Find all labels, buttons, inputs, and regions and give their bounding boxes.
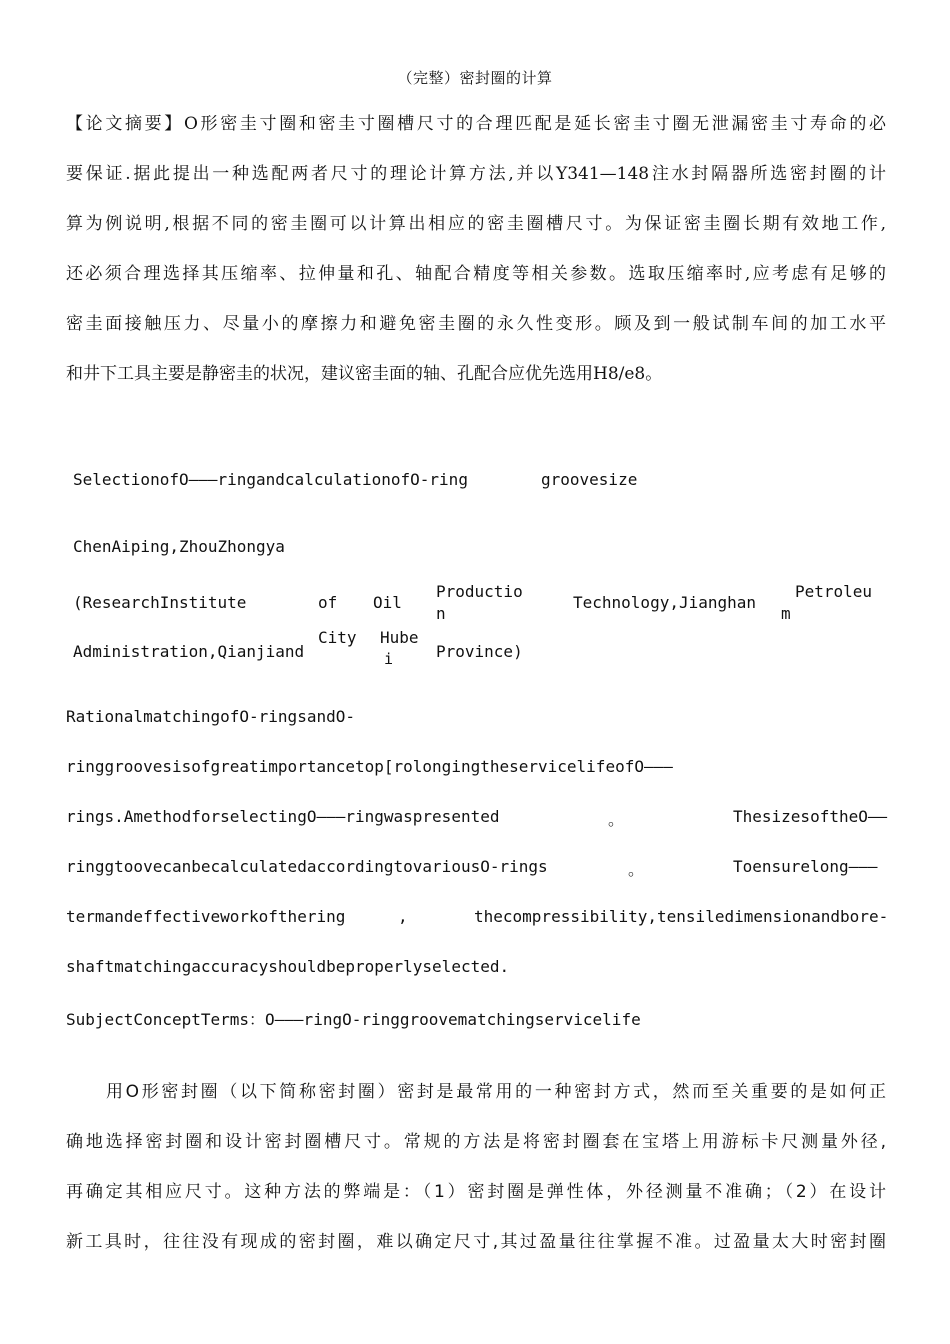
abstract-en-line-3c: ThesizesoftheO—— (733, 807, 888, 826)
abstract-en-line-6: shaftmatchingaccuracyshouldbeproperlyselected. (66, 957, 510, 976)
abstract-cn-line-4: 还必须合理选择其压缩率、拉伸量和孔、轴配合精度等相关参数。选取压缩率时,应考虑有足够的 (66, 264, 886, 284)
abstract-cn-line-1: 【论文摘要】O形密圭寸圈和密圭寸圈槽尺寸的合理匹配是延长密圭寸圈无泄漏密圭寸寿命的必 (66, 114, 886, 134)
affiliation-r2-c4: Province) (436, 642, 523, 661)
affiliation-r1-c2: of (318, 593, 338, 612)
affiliation-r1-c3: Oil (373, 593, 402, 612)
affiliation-r2-c2: City (318, 628, 357, 647)
affiliation-r2-c1: Administration,Qianjiand (73, 642, 305, 661)
abstract-en-line-4b: 。 (628, 860, 645, 879)
affiliation-r2-c3b: i (384, 650, 394, 668)
abstract-cn-line-3: 算为例说明,根据不同的密圭圈可以计算出相应的密圭圈槽尺寸。为保证密圭圈长期有效地工作, (66, 214, 886, 234)
abstract-en-line-5c: thecompressibility,tensiledimensionandbore- (474, 907, 889, 926)
abstract-en-line-1: RationalmatchingofO-ringsandO- (66, 707, 355, 726)
abstract-cn-line-5: 密圭面接触压力、尽量小的摩擦力和避免密圭圈的永久性变形。顾及到一般试制车间的加工水平 (66, 314, 886, 334)
affiliation-r1-c6a: Petroleu (795, 582, 873, 601)
affiliation-r2-c3a: Hube (380, 628, 419, 647)
body-line-1: 用O形密封圈（以下简称密封圈）密封是最常用的一种密封方式，然而至关重要的是如何正 (106, 1082, 886, 1102)
affiliation-r1-c1: (ResearchInstitute (73, 593, 247, 612)
affiliation-r1-c6b: m (781, 604, 791, 623)
english-title-part-2: groovesize (541, 470, 638, 489)
affiliation-r1-c5: Technology,Jianghan (573, 593, 757, 612)
page-title: （完整）密封圈的计算 (397, 69, 553, 87)
abstract-en-line-5a: termandeffectiveworkofthering (66, 907, 346, 926)
abstract-en-line-5b: , (398, 907, 408, 926)
affiliation-r1-c4b: n (436, 604, 446, 623)
abstract-cn-line-6: 和井下工具主要是静密圭的状况，建议密圭面的轴、孔配合应优先选用H8/e8。 (66, 364, 663, 384)
body-line-4: 新工具时，往往没有现成的密封圈，难以确定尺寸,其过盈量往往掌握不准。过盈量太大时密封圈 (66, 1232, 886, 1252)
body-line-2: 确地选择密封圈和设计密封圈槽尺寸。常规的方法是将密封圈套在宝塔上用游标卡尺测量外径, (66, 1132, 886, 1152)
english-title-part-1: SelectionofO———ringandcalculationofO-ring (73, 470, 468, 489)
body-line-3: 再确定其相应尺寸。这种方法的弊端是：（1）密封圈是弹性体，外径测量不准确；（2）在设计 (66, 1182, 886, 1202)
abstract-en-line-4c: Toensurelong——— (733, 857, 878, 876)
subject-terms: SubjectConceptTerms：O———ringO-ringgroovematchingservicelife (66, 1010, 641, 1029)
abstract-en-line-4a: ringgtoovecanbecalculatedaccordingtovariousO-rings (66, 857, 548, 876)
abstract-en-line-2: ringgroovesisofgreatimportancetop[rolongingtheservicelifeofO——— (66, 757, 673, 776)
affiliation-r1-c4a: Productio (436, 582, 523, 601)
abstract-en-line-3b: 。 (608, 810, 625, 829)
abstract-cn-line-2: 要保证.据此提出一种选配两者尺寸的理论计算方法,并以Y341—148注水封隔器所选密封圈的计 (66, 164, 886, 184)
authors: ChenAiping,ZhouZhongya (73, 537, 285, 556)
abstract-en-line-3a: rings.AmethodforselectingO———ringwaspresented (66, 807, 500, 826)
